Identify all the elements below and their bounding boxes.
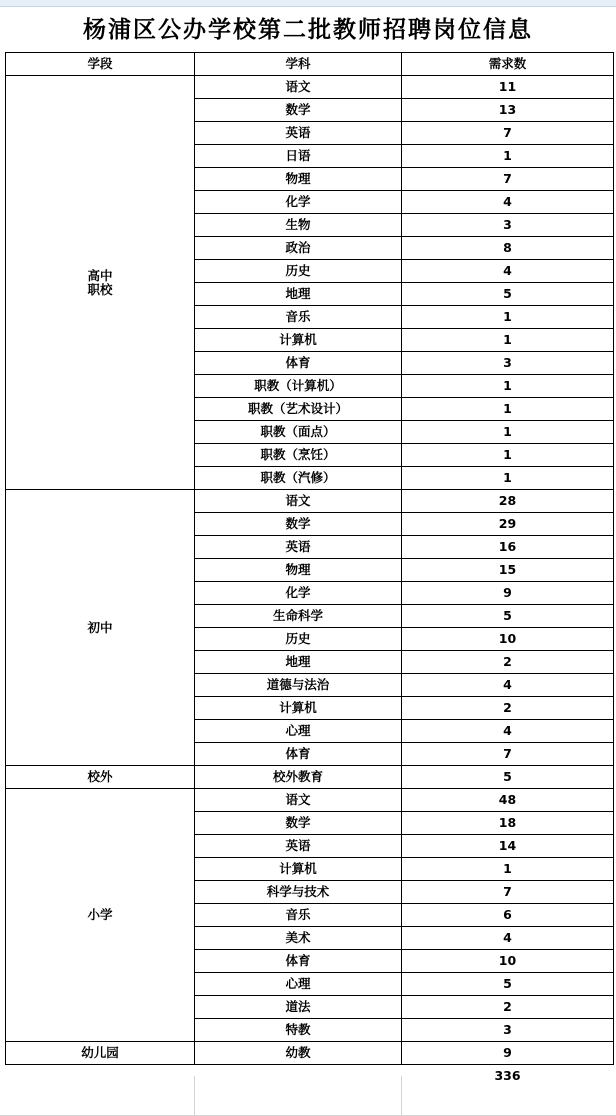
count-cell: 9 — [402, 1042, 614, 1065]
subject-cell: 道德与法治 — [195, 674, 402, 697]
count-cell: 1 — [402, 145, 614, 168]
stage-label: 初中 — [87, 619, 113, 635]
subject-cell: 生物 — [195, 214, 402, 237]
count-cell: 7 — [402, 881, 614, 904]
subject-cell: 日语 — [195, 145, 402, 168]
subject-cell: 道法 — [195, 996, 402, 1019]
stage-label: 高中 职校 — [87, 267, 113, 297]
subject-cell: 政治 — [195, 237, 402, 260]
count-cell: 4 — [402, 260, 614, 283]
count-cell: 4 — [402, 191, 614, 214]
subject-cell: 数学 — [195, 812, 402, 835]
stage-label: 校外 — [87, 769, 113, 784]
stage-cell — [6, 1042, 195, 1065]
count-cell: 3 — [402, 1019, 614, 1042]
count-cell: 5 — [402, 283, 614, 306]
count-cell: 2 — [402, 697, 614, 720]
subject-cell: 职教（汽修） — [195, 467, 402, 490]
subject-cell: 历史 — [195, 628, 402, 651]
count-cell: 3 — [402, 352, 614, 375]
count-cell: 7 — [402, 168, 614, 191]
stage-label: 幼儿园 — [81, 1045, 119, 1060]
stage-cell — [6, 490, 195, 766]
table-row — [6, 76, 614, 99]
count-cell: 11 — [402, 76, 614, 99]
recruitment-table — [5, 52, 614, 1087]
subject-cell: 幼教 — [195, 1042, 402, 1065]
subject-cell: 心理 — [195, 720, 402, 743]
subject-cell: 计算机 — [195, 697, 402, 720]
grid-line — [401, 1076, 402, 1116]
count-cell: 16 — [402, 536, 614, 559]
count-cell: 28 — [402, 490, 614, 513]
count-cell: 4 — [402, 927, 614, 950]
subject-cell: 英语 — [195, 835, 402, 858]
count-cell: 1 — [402, 398, 614, 421]
stage-cell — [6, 789, 195, 1042]
subject-cell: 科学与技术 — [195, 881, 402, 904]
count-cell: 4 — [402, 674, 614, 697]
count-cell: 7 — [402, 122, 614, 145]
subject-cell: 职教（计算机） — [195, 375, 402, 398]
count-cell: 13 — [402, 99, 614, 122]
table-row — [6, 789, 614, 812]
subject-cell: 体育 — [195, 950, 402, 973]
header-cell: 学科 — [195, 53, 402, 76]
count-cell: 18 — [402, 812, 614, 835]
count-cell: 1 — [402, 329, 614, 352]
subject-cell: 美术 — [195, 927, 402, 950]
subject-cell: 音乐 — [195, 904, 402, 927]
header-cell: 学段 — [6, 53, 195, 76]
count-cell: 1 — [402, 467, 614, 490]
subject-cell: 地理 — [195, 651, 402, 674]
count-cell: 48 — [402, 789, 614, 812]
subject-cell: 计算机 — [195, 329, 402, 352]
subject-cell: 语文 — [195, 789, 402, 812]
grid-line — [194, 1076, 195, 1116]
count-cell: 10 — [402, 628, 614, 651]
count-cell: 1 — [402, 858, 614, 881]
count-cell: 9 — [402, 582, 614, 605]
count-cell: 1 — [402, 375, 614, 398]
subject-cell: 语文 — [195, 490, 402, 513]
subject-cell: 特教 — [195, 1019, 402, 1042]
table-row — [6, 490, 614, 513]
subject-cell: 职教（烹饪） — [195, 444, 402, 467]
count-cell: 1 — [402, 306, 614, 329]
count-cell: 3 — [402, 214, 614, 237]
subject-cell: 数学 — [195, 99, 402, 122]
subject-cell: 校外教育 — [195, 766, 402, 789]
subject-cell: 物理 — [195, 559, 402, 582]
subject-cell: 历史 — [195, 260, 402, 283]
table-row — [6, 1042, 614, 1065]
subject-cell: 数学 — [195, 513, 402, 536]
count-cell: 15 — [402, 559, 614, 582]
stage-cell — [6, 76, 195, 490]
subject-cell: 地理 — [195, 283, 402, 306]
subject-cell: 职教（面点） — [195, 421, 402, 444]
count-cell: 8 — [402, 237, 614, 260]
count-cell: 14 — [402, 835, 614, 858]
count-cell: 1 — [402, 444, 614, 467]
total-cell: 336 — [494, 1068, 521, 1083]
count-cell: 5 — [402, 973, 614, 996]
subject-cell: 音乐 — [195, 306, 402, 329]
stage-label: 小学 — [87, 907, 113, 922]
count-cell: 10 — [402, 950, 614, 973]
subject-cell: 计算机 — [195, 858, 402, 881]
subject-cell: 心理 — [195, 973, 402, 996]
total-row — [6, 1065, 614, 1088]
header-cell: 需求数 — [402, 53, 614, 76]
subject-cell: 生命科学 — [195, 605, 402, 628]
subject-cell: 物理 — [195, 168, 402, 191]
count-cell: 7 — [402, 743, 614, 766]
header-row — [6, 53, 614, 76]
subject-cell: 化学 — [195, 191, 402, 214]
count-cell: 6 — [402, 904, 614, 927]
count-cell: 4 — [402, 720, 614, 743]
page-title: 杨浦区公办学校第二批教师招聘岗位信息 — [83, 15, 533, 43]
count-cell: 2 — [402, 651, 614, 674]
subject-cell: 体育 — [195, 352, 402, 375]
empty-cell — [6, 1065, 195, 1088]
subject-cell: 语文 — [195, 76, 402, 99]
count-cell: 29 — [402, 513, 614, 536]
count-cell: 2 — [402, 996, 614, 1019]
subject-cell: 体育 — [195, 743, 402, 766]
count-cell: 5 — [402, 605, 614, 628]
subject-cell: 英语 — [195, 122, 402, 145]
subject-cell: 化学 — [195, 582, 402, 605]
count-cell: 1 — [402, 421, 614, 444]
table-row — [6, 766, 614, 789]
stage-cell — [6, 766, 195, 789]
empty-cell — [195, 1065, 402, 1088]
count-cell: 5 — [402, 766, 614, 789]
subject-cell: 职教（艺术设计） — [195, 398, 402, 421]
subject-cell: 英语 — [195, 536, 402, 559]
